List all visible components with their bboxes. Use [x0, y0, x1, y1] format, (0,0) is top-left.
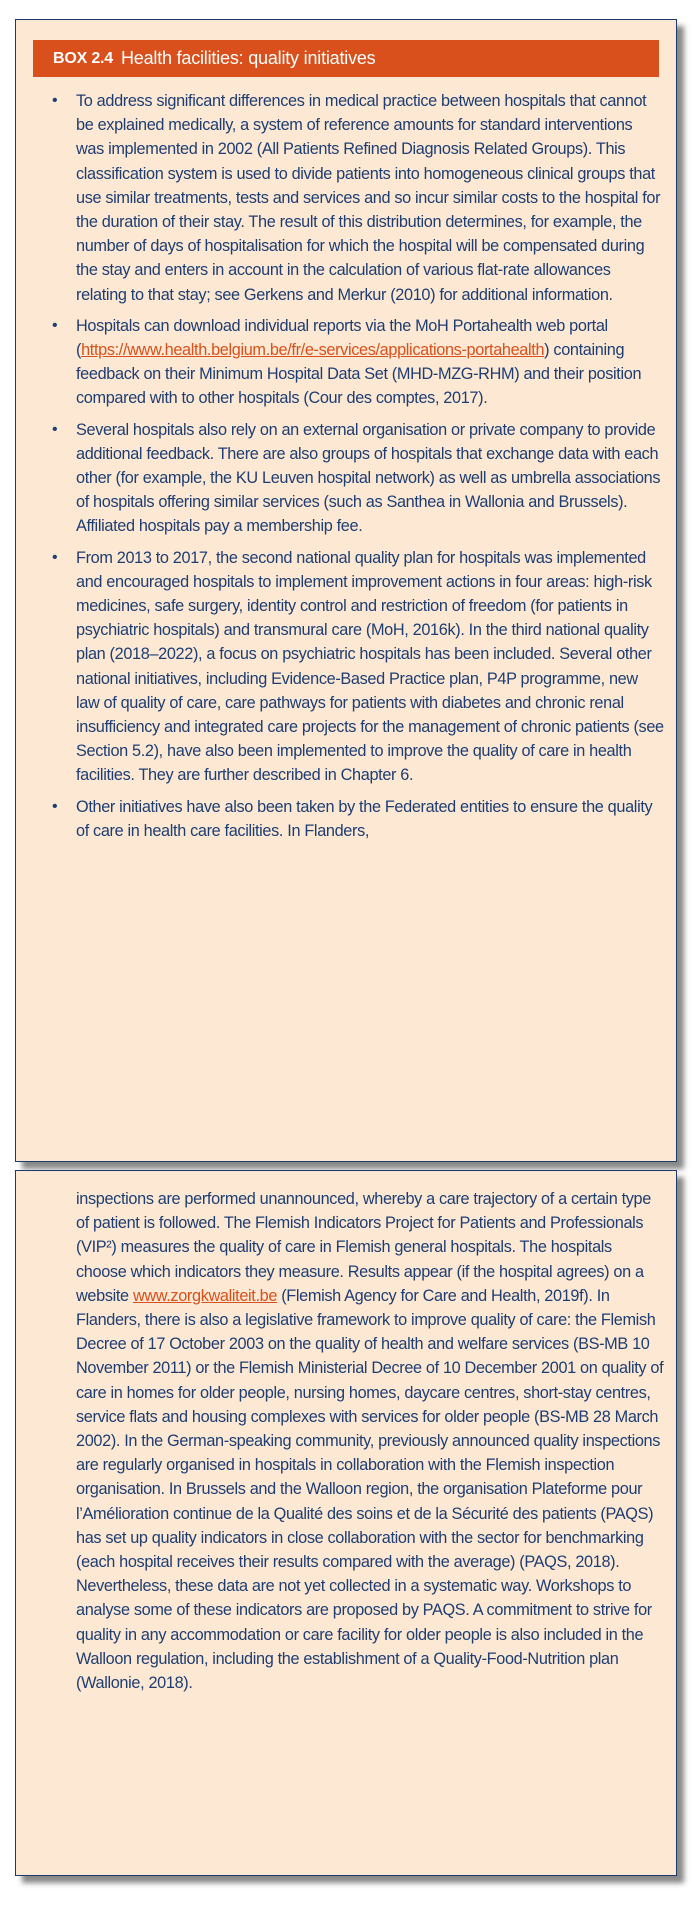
- list-item: [76, 314, 664, 411]
- list-item: [76, 89, 664, 307]
- item-text: ) containing feedback on their Minimum Hospital Data Set (MHD-MZG-RHM) and their position compared with to other hospitals (Cour des comptes, 2017).: [76, 341, 642, 408]
- continuation-paragraph: [76, 1187, 664, 1695]
- continuation-text: (Flemish Agency for Care and Health, 2019f). In Flanders, there is also a legislative framework to improve quality of care: the Flemish Decree of 17 October 2003 on the quality of health and welfare services (BS-MB 10 November 2011) or the Flemish Ministerial Decree of 10 December 2001 on quality of care in homes for older people, nursing homes, daycare centres, short-stay centres, service flats and housing complexes with services for older people (BS-MB 28 March 2002). In the German-speaking community, previously announced quality inspections are regularly organised in hospitals in collaboration with the Flemish inspection organisation. In Brussels and the Walloon region, the organisation Plateforme pour l’Amélioration continue de la Qualité des soins et de la Sécurité des patients (PAQS) has set up quality indicators in close collaboration with the sector for benchmarking (each hospital receives their results compared with the average) (PAQS, 2018). Nevertheless, these data are not yet collected in a systematic way. Workshops to analyse some of these indicators are proposed by PAQS. A commitment to strive for quality in any accommodation or care facility for older people is also included in the Walloon regulation, including the establishment of a Quality-Food-Nutrition plan (Wallonie, 2018).: [76, 1286, 664, 1693]
- item-text: To address significant differences in medical practice between hospitals that cannot be explained medically, a system of reference amounts for standard interventions was implemented in 2002 (All Patients Refined Diagnosis Related Groups). This classification system is used to divide patients into homogeneous clinical groups that use similar treatments, tests and services and so incur similar costs to the hospital for the duration of their stay. The result of this distribution determines, for example, the number of days of hospitalisation for which the hospital will be compensated during the stay and enters in account in the calculation of various flat-rate allowances relating to that stay; see Gerkens and Merkur (2010) for additional information.: [76, 92, 661, 304]
- continuation-text: inspections are performed unannounced, whereby a care trajectory of a certain type of patient is followed. The Flemish Indicators Project for Patients and Professionals (VIP²) measures the quality of care in Flemish general hospitals. The hospitals choose which indicators they measure. Results appear (if the hospital agrees) on a website: [76, 1190, 651, 1305]
- list-item: [76, 546, 664, 788]
- list-item: [76, 418, 664, 539]
- item-text: Several hospitals also rely on an external organisation or private company to provide additional feedback. There are also groups of hospitals that exchange data with each other (for example, the KU Leuven hospital network) as well as umbrella associations of hospitals offering similar services (such as Santhea in Wallonia and Brussels). Affiliated hospitals pay a membership fee.: [76, 420, 661, 536]
- item-text: From 2013 to 2017, the second national quality plan for hospitals was implemented and encouraged hospitals to implement improvement actions in four areas: high-risk medicines, safe surgery, identity control and restriction of freedom (for patients in psychiatric hospitals) and transmural care (MoH, 2016k). In the third national quality plan (2018–2022), a focus on psychiatric hospitals has been included. Several other national initiatives, including Evidence-Based Practice plan, P4P programme, new law of quality of care, care pathways for patients with diabetes and chronic renal insufficiency and integrated care projects for the management of chronic patients (see Section 5.2), have also been implemented to improve the quality of care in health facilities. They are further described in Chapter 6.: [76, 548, 664, 785]
- list-item: [76, 795, 664, 843]
- box-panel-part-2: [15, 1170, 677, 1876]
- box-panel-part-1: [15, 19, 677, 1162]
- box-title: Health facilities: quality initiatives: [120, 48, 376, 68]
- bullet-list: [16, 89, 664, 843]
- item-text: Hospitals can download individual reports via the MoH Portahealth web portal (: [76, 316, 608, 360]
- zorgkwaliteit-link[interactable]: www.zorgkwaliteit.be: [132, 1286, 278, 1305]
- item-text: Other initiatives have also been taken by the Federated entities to ensure the quality of care in health care facilities. In Flanders,: [76, 797, 653, 840]
- portahealth-link[interactable]: https://www.health.belgium.be/fr/e-services/applications-portahealth: [81, 341, 545, 360]
- box-label: BOX 2.4: [53, 49, 113, 67]
- box-header: [33, 40, 659, 77]
